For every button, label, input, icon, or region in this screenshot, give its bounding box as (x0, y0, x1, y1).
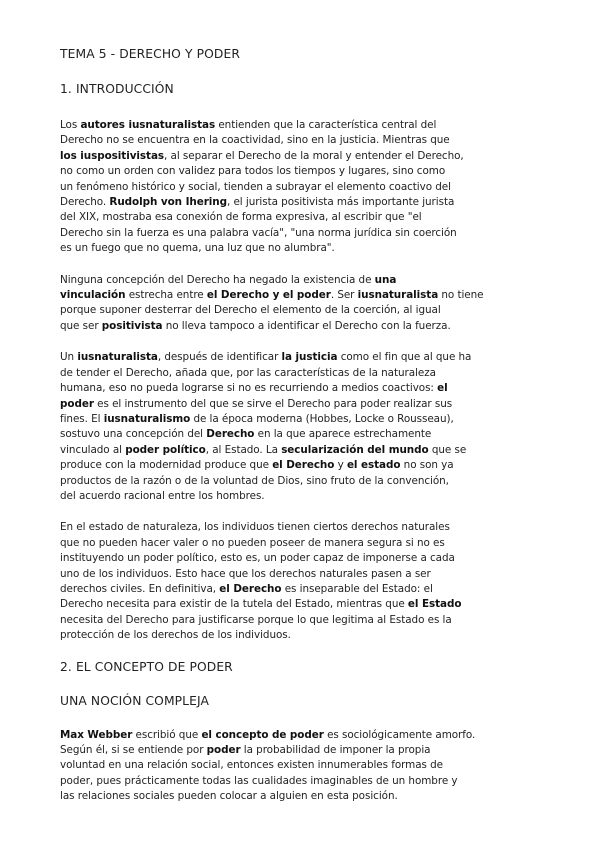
text-run: y (334, 459, 347, 472)
paragraph-3 (60, 350, 550, 504)
text-line (60, 789, 550, 804)
bold-text: una (374, 273, 397, 286)
text-line (60, 774, 550, 789)
text-run: . Ser (330, 289, 358, 302)
text-run: estrecha entre (125, 289, 207, 302)
text-line (60, 133, 550, 148)
text-line (60, 241, 550, 256)
text-line (60, 226, 550, 241)
paragraph-5 (60, 728, 550, 805)
text-line (60, 474, 550, 489)
text-run: Derecho necesita para existir de la tutela del Estado, mientras que (60, 598, 408, 611)
bold-text: iusnaturalista (77, 351, 158, 364)
text-line (60, 458, 550, 473)
text-line (60, 520, 550, 535)
bold-text: el (437, 382, 448, 395)
text-line (60, 366, 550, 381)
text-line (60, 164, 550, 179)
bold-text: poder (60, 397, 94, 410)
bold-text: poder (206, 744, 241, 756)
bold-text: el Estado (407, 598, 462, 611)
text-line (60, 350, 550, 365)
text-line (60, 210, 550, 225)
text-run: protección de los derechos de los individuos. (60, 629, 291, 642)
text-run: Derecho sin la fuerza es una palabra vacía", "una norma jurídica sin coerción (60, 226, 457, 239)
bold-text: Rudolph von Ihering (109, 196, 227, 209)
section-2-heading: 2. EL CONCEPTO DE PODER (60, 659, 233, 674)
text-run: las relaciones sociales pueden colocar a alguien en esta posición. (60, 790, 398, 803)
text-run: Derecho. (60, 196, 110, 209)
text-run: no como un orden con validez para todos los tiempos y lugares, sino como (60, 165, 446, 178)
text-run: produce con la modernidad produce que (60, 459, 273, 472)
text-run: poder, pues prácticamente todas las cualidades imaginables de un hombre y (60, 774, 458, 787)
section-2-subheading: UNA NOCIÓN COMPLEJA (60, 693, 210, 708)
bold-text: el estado (346, 459, 401, 472)
bold-text: el concepto de poder (201, 728, 324, 741)
text-run: del acuerdo racional entre los hombres. (60, 489, 265, 502)
text-run: fines. El (60, 412, 104, 425)
text-run: entienden que la característica central del (215, 119, 437, 131)
text-run: , al Estado. La (205, 443, 282, 456)
text-run: es inseparable del Estado: el (281, 582, 433, 595)
text-run: Derecho no se encuentra en la coactividad, sino en la justicia. Mientras que (60, 134, 450, 147)
text-line (60, 551, 550, 566)
text-run: la probabilidad de imponer la propia (240, 744, 431, 756)
paragraph-1 (60, 118, 550, 257)
text-run: derechos civiles. En definitiva, (60, 582, 220, 595)
text-line (60, 613, 550, 628)
text-run: escribió que (132, 728, 202, 741)
text-line (60, 743, 550, 758)
text-run: no lleva tampoco a identificar el Derecho con la fuerza. (162, 319, 451, 332)
bold-text: el Derecho (219, 582, 282, 595)
text-run: que no pueden hacer valer o no pueden poseer de manera segura si no es (60, 536, 445, 549)
text-run: es el instrumento del que se sirve el Derecho para poder realizar sus (93, 397, 453, 410)
bold-text: poder político (125, 443, 206, 456)
bold-text: Derecho (206, 428, 255, 441)
text-run: vinculado al (60, 443, 126, 456)
bold-text: secularización del mundo (281, 443, 429, 456)
text-run: porque suponer desterrar del Derecho el elemento de la coerción, al igual (60, 304, 441, 317)
text-run: Ninguna concepción del Derecho ha negado la existencia de (60, 273, 375, 286)
text-line (60, 597, 550, 612)
document-title: TEMA 5 - DERECHO Y PODER (60, 47, 240, 61)
text-run: , al separar el Derecho de la moral y entender el Derecho, (164, 149, 464, 162)
text-line (60, 536, 550, 551)
text-run: humana, eso no pueda lograrse si no es recurriendo a medios coactivos: (60, 382, 438, 395)
text-line (60, 412, 550, 427)
text-run: como el fin que al que ha (337, 351, 472, 364)
bold-text: el Derecho y el poder (206, 289, 331, 302)
text-line (60, 273, 550, 288)
text-run: de tender el Derecho, añada que, por las características de la naturaleza (60, 366, 436, 379)
text-run: sostuvo una concepción del (60, 428, 207, 441)
bold-text: iusnaturalismo (103, 412, 191, 425)
text-run: es un fuego que no quema, una luz que no alumbra". (60, 242, 335, 255)
text-line (60, 195, 550, 210)
text-run: , el jurista positivista más importante jurista (226, 196, 455, 209)
text-run: que ser (60, 319, 102, 332)
bold-text: positivista (101, 319, 163, 332)
text-line (60, 288, 550, 303)
text-run: no tiene (438, 289, 484, 302)
text-run: productos de la razón o de la voluntad de Dios, sino fruto de la convención, (60, 474, 449, 487)
text-line (60, 397, 550, 412)
text-run: que se (428, 443, 467, 456)
bold-text: la justicia (281, 351, 338, 364)
paragraph-2 (60, 273, 550, 335)
bold-text: el Derecho (272, 459, 335, 472)
document-body (60, 47, 550, 821)
bold-text: autores iusnaturalistas (80, 119, 216, 131)
text-run: uno de los individuos. Esto hace que los derechos naturales pasen a ser (60, 567, 431, 580)
text-run: no son ya (400, 459, 454, 472)
text-line (60, 180, 550, 195)
text-run: En el estado de naturaleza, los individuos tienen ciertos derechos naturales (60, 521, 450, 534)
text-run: Según él, si se entiende por (60, 744, 207, 756)
bold-text: Max Webber (60, 728, 133, 741)
text-line (60, 427, 550, 442)
section-1-heading: 1. INTRODUCCIÓN (60, 82, 174, 96)
text-run: es sociológicamente amorfo. (323, 728, 476, 741)
text-run: de la época moderna (Hobbes, Locke o Rousseau), (190, 412, 454, 425)
text-line (60, 149, 550, 164)
text-line (60, 443, 550, 458)
text-run: Los (60, 119, 81, 131)
bold-text: los iuspositivistas (60, 149, 165, 162)
bold-text: iusnaturalista (357, 289, 439, 302)
text-line (60, 303, 550, 318)
text-run: , después de identificar (157, 351, 282, 364)
bold-text: vinculación (60, 289, 126, 302)
paragraph-4 (60, 520, 550, 643)
text-line (60, 319, 550, 334)
text-line (60, 758, 550, 773)
text-line (60, 118, 550, 133)
text-line (60, 567, 550, 582)
text-line (60, 628, 550, 643)
text-run: necesita del Derecho para justificarse porque lo que legitima al Estado es la (60, 613, 452, 626)
text-run: voluntad en una relación social, entonces existen innumerables formas de (60, 759, 443, 772)
text-line (60, 489, 550, 504)
text-run: en la que aparece estrechamente (254, 428, 432, 441)
text-run: instituyendo un poder político, esto es, un poder capaz de imponerse a cada (60, 552, 455, 565)
text-line (60, 728, 550, 743)
text-run: del XIX, mostraba esa conexión de forma expresiva, al escribir que "el (60, 211, 422, 224)
text-run: un fenómeno histórico y social, tienden a subrayar el elemento coactivo del (60, 180, 451, 193)
text-line (60, 381, 550, 396)
text-run: Un (60, 351, 78, 364)
text-line (60, 582, 550, 597)
